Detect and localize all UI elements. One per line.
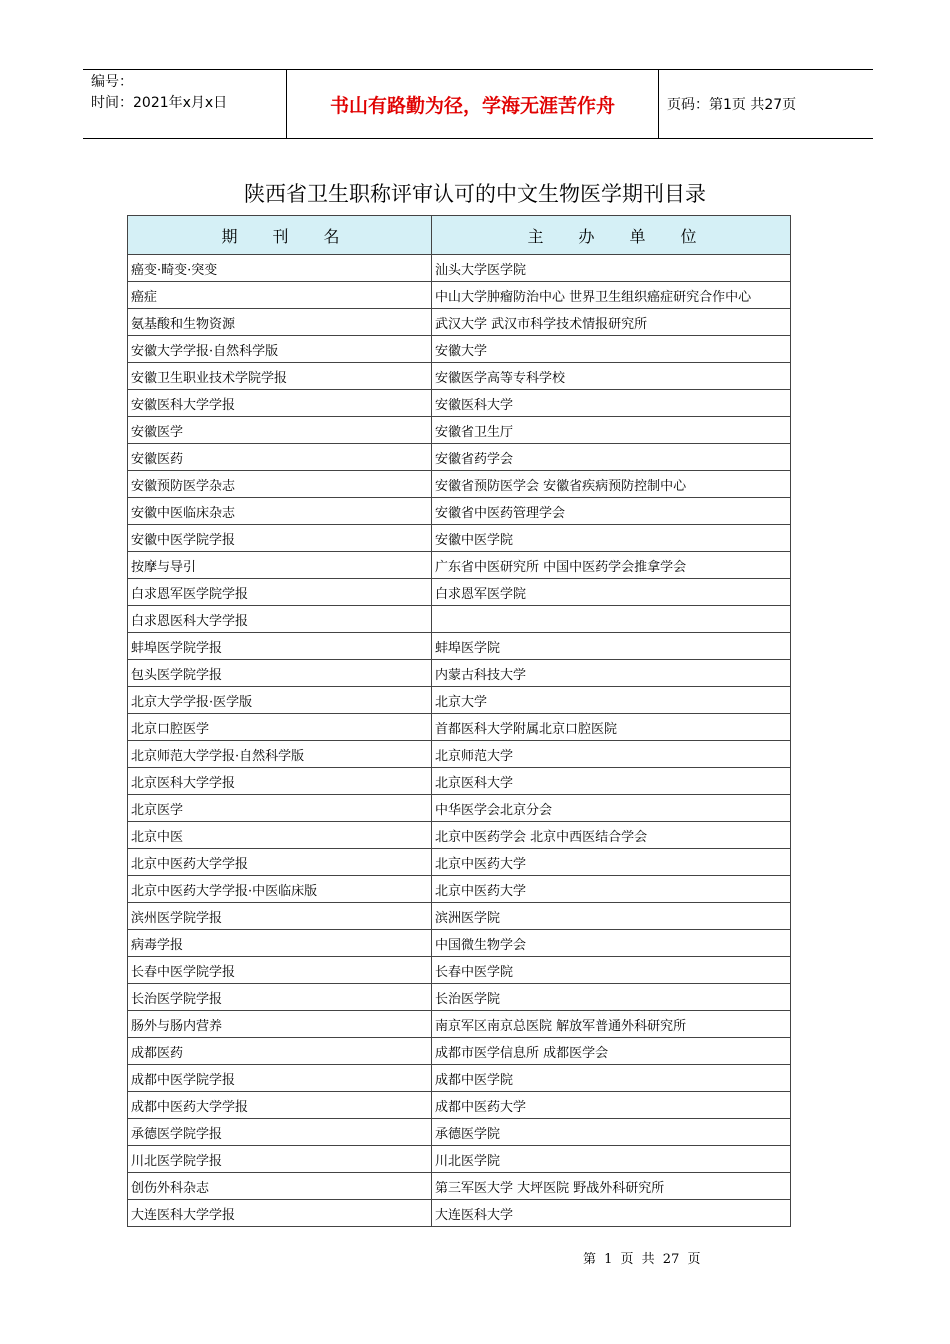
number-label: 编号： [91, 74, 133, 90]
table-row [128, 768, 791, 795]
table-row [128, 255, 791, 282]
table-row [128, 1011, 791, 1038]
journal-name-cell: 北京医科大学学报 [128, 768, 432, 795]
column-header-journal: 期 刊 名 [128, 216, 432, 255]
journal-name-cell: 癌变·畸变·突变 [128, 255, 432, 282]
sponsor-cell: 安徽省预防医学会 安徽省疾病预防控制中心 [432, 471, 791, 498]
journal-name-cell: 北京师范大学学报·自然科学版 [128, 741, 432, 768]
sponsor-cell: 安徽中医学院 [432, 525, 791, 552]
journal-table [127, 215, 791, 1227]
sponsor-cell: 北京大学 [432, 687, 791, 714]
journal-name-cell: 成都中医学院学报 [128, 1065, 432, 1092]
journal-name-cell: 长春中医学院学报 [128, 957, 432, 984]
journal-name-cell: 成都医药 [128, 1038, 432, 1065]
journal-name-cell: 安徽大学学报·自然科学版 [128, 336, 432, 363]
sponsor-cell [432, 606, 791, 633]
sponsor-cell: 蚌埠医学院 [432, 633, 791, 660]
journal-name-cell: 北京口腔医学 [128, 714, 432, 741]
table-row [128, 579, 791, 606]
sponsor-cell: 北京医科大学 [432, 768, 791, 795]
sponsor-cell: 北京中医药大学 [432, 876, 791, 903]
table-row [128, 633, 791, 660]
sponsor-cell: 安徽省卫生厅 [432, 417, 791, 444]
sponsor-cell: 长治医学院 [432, 984, 791, 1011]
table-row [128, 1065, 791, 1092]
table-row [128, 849, 791, 876]
sponsor-cell: 北京中医药学会 北京中西医结合学会 [432, 822, 791, 849]
table-row [128, 1038, 791, 1065]
table-row [128, 309, 791, 336]
sponsor-cell: 承德医学院 [432, 1119, 791, 1146]
journal-name-cell: 北京中医 [128, 822, 432, 849]
journal-name-cell: 蚌埠医学院学报 [128, 633, 432, 660]
sponsor-cell: 白求恩军医学院 [432, 579, 791, 606]
sponsor-cell: 长春中医学院 [432, 957, 791, 984]
journal-name-cell: 北京大学学报·医学版 [128, 687, 432, 714]
table-row [128, 903, 791, 930]
table-row [128, 606, 791, 633]
document-title: 陕西省卫生职称评审认可的中文生物医学期刊目录 [244, 182, 706, 206]
journal-name-cell: 安徽中医临床杂志 [128, 498, 432, 525]
journal-name-cell: 承德医学院学报 [128, 1119, 432, 1146]
sponsor-cell: 安徽省中医药管理学会 [432, 498, 791, 525]
journal-name-cell: 成都中医药大学学报 [128, 1092, 432, 1119]
table-row [128, 741, 791, 768]
sponsor-cell: 安徽医学高等专科学校 [432, 363, 791, 390]
table-row [128, 390, 791, 417]
journal-name-cell: 北京中医药大学学报 [128, 849, 432, 876]
journal-name-cell: 安徽预防医学杂志 [128, 471, 432, 498]
sponsor-cell: 北京中医药大学 [432, 849, 791, 876]
table-row [128, 498, 791, 525]
sponsor-cell: 中华医学会北京分会 [432, 795, 791, 822]
sponsor-cell: 成都中医学院 [432, 1065, 791, 1092]
table-row [128, 822, 791, 849]
journal-name-cell: 包头医学院学报 [128, 660, 432, 687]
table-row [128, 687, 791, 714]
journal-name-cell: 肠外与肠内营养 [128, 1011, 432, 1038]
table-row [128, 1092, 791, 1119]
journal-name-cell: 滨州医学院学报 [128, 903, 432, 930]
sponsor-cell: 首都医科大学附属北京口腔医院 [432, 714, 791, 741]
table-row [128, 876, 791, 903]
sponsor-cell: 中国微生物学会 [432, 930, 791, 957]
sponsor-cell: 安徽医科大学 [432, 390, 791, 417]
journal-name-cell: 长治医学院学报 [128, 984, 432, 1011]
table-body [128, 255, 791, 1227]
table-row [128, 795, 791, 822]
table-row [128, 444, 791, 471]
journal-name-cell: 安徽医学 [128, 417, 432, 444]
sponsor-cell: 中山大学肿瘤防治中心 世界卫生组织癌症研究合作中心 [432, 282, 791, 309]
header-motto: 书山有路勤为径，学海无涯苦作舟 [286, 70, 659, 138]
sponsor-cell: 广东省中医研究所 中国中医药学会推拿学会 [432, 552, 791, 579]
table-header-row [128, 216, 791, 255]
table-row [128, 525, 791, 552]
journal-name-cell: 癌症 [128, 282, 432, 309]
journal-name-cell: 大连医科大学学报 [128, 1200, 432, 1227]
table-row [128, 1146, 791, 1173]
sponsor-cell: 成都市医学信息所 成都医学会 [432, 1038, 791, 1065]
journal-name-cell: 安徽卫生职业技术学院学报 [128, 363, 432, 390]
sponsor-cell: 武汉大学 武汉市科学技术情报研究所 [432, 309, 791, 336]
sponsor-cell: 南京军区南京总医院 解放军普通外科研究所 [432, 1011, 791, 1038]
journal-name-cell: 北京医学 [128, 795, 432, 822]
journal-name-cell: 川北医学院学报 [128, 1146, 432, 1173]
sponsor-cell: 安徽省药学会 [432, 444, 791, 471]
journal-name-cell: 病毒学报 [128, 930, 432, 957]
table-row [128, 552, 791, 579]
table-row [128, 471, 791, 498]
page-footer: 第 1 页 共 27 页 [583, 1252, 701, 1267]
journal-name-cell: 白求恩医科大学学报 [128, 606, 432, 633]
sponsor-cell: 北京师范大学 [432, 741, 791, 768]
table-row [128, 660, 791, 687]
journal-name-cell: 按摩与导引 [128, 552, 432, 579]
sponsor-cell: 滨洲医学院 [432, 903, 791, 930]
column-header-sponsor: 主 办 单 位 [432, 216, 791, 255]
table-row [128, 714, 791, 741]
sponsor-cell: 安徽大学 [432, 336, 791, 363]
journal-name-cell: 安徽医药 [128, 444, 432, 471]
table-row [128, 282, 791, 309]
sponsor-cell: 第三军医大学 大坪医院 野战外科研究所 [432, 1173, 791, 1200]
table-row [128, 1200, 791, 1227]
time-label: 时间：2021年x月x日 [91, 95, 228, 111]
journal-name-cell: 创伤外科杂志 [128, 1173, 432, 1200]
table-row [128, 984, 791, 1011]
table-row [128, 336, 791, 363]
table-row [128, 930, 791, 957]
header-meta [83, 70, 286, 138]
header-page-info: 页码：第1页 共27页 [667, 97, 797, 113]
table-row [128, 957, 791, 984]
sponsor-cell: 内蒙古科技大学 [432, 660, 791, 687]
page-header [83, 69, 873, 139]
journal-name-cell: 氨基酸和生物资源 [128, 309, 432, 336]
journal-name-cell: 北京中医药大学学报·中医临床版 [128, 876, 432, 903]
sponsor-cell: 大连医科大学 [432, 1200, 791, 1227]
sponsor-cell: 汕头大学医学院 [432, 255, 791, 282]
journal-name-cell: 安徽中医学院学报 [128, 525, 432, 552]
table-row [128, 363, 791, 390]
journal-name-cell: 安徽医科大学学报 [128, 390, 432, 417]
table-row [128, 1119, 791, 1146]
journal-name-cell: 白求恩军医学院学报 [128, 579, 432, 606]
sponsor-cell: 川北医学院 [432, 1146, 791, 1173]
table-row [128, 1173, 791, 1200]
table-row [128, 417, 791, 444]
sponsor-cell: 成都中医药大学 [432, 1092, 791, 1119]
